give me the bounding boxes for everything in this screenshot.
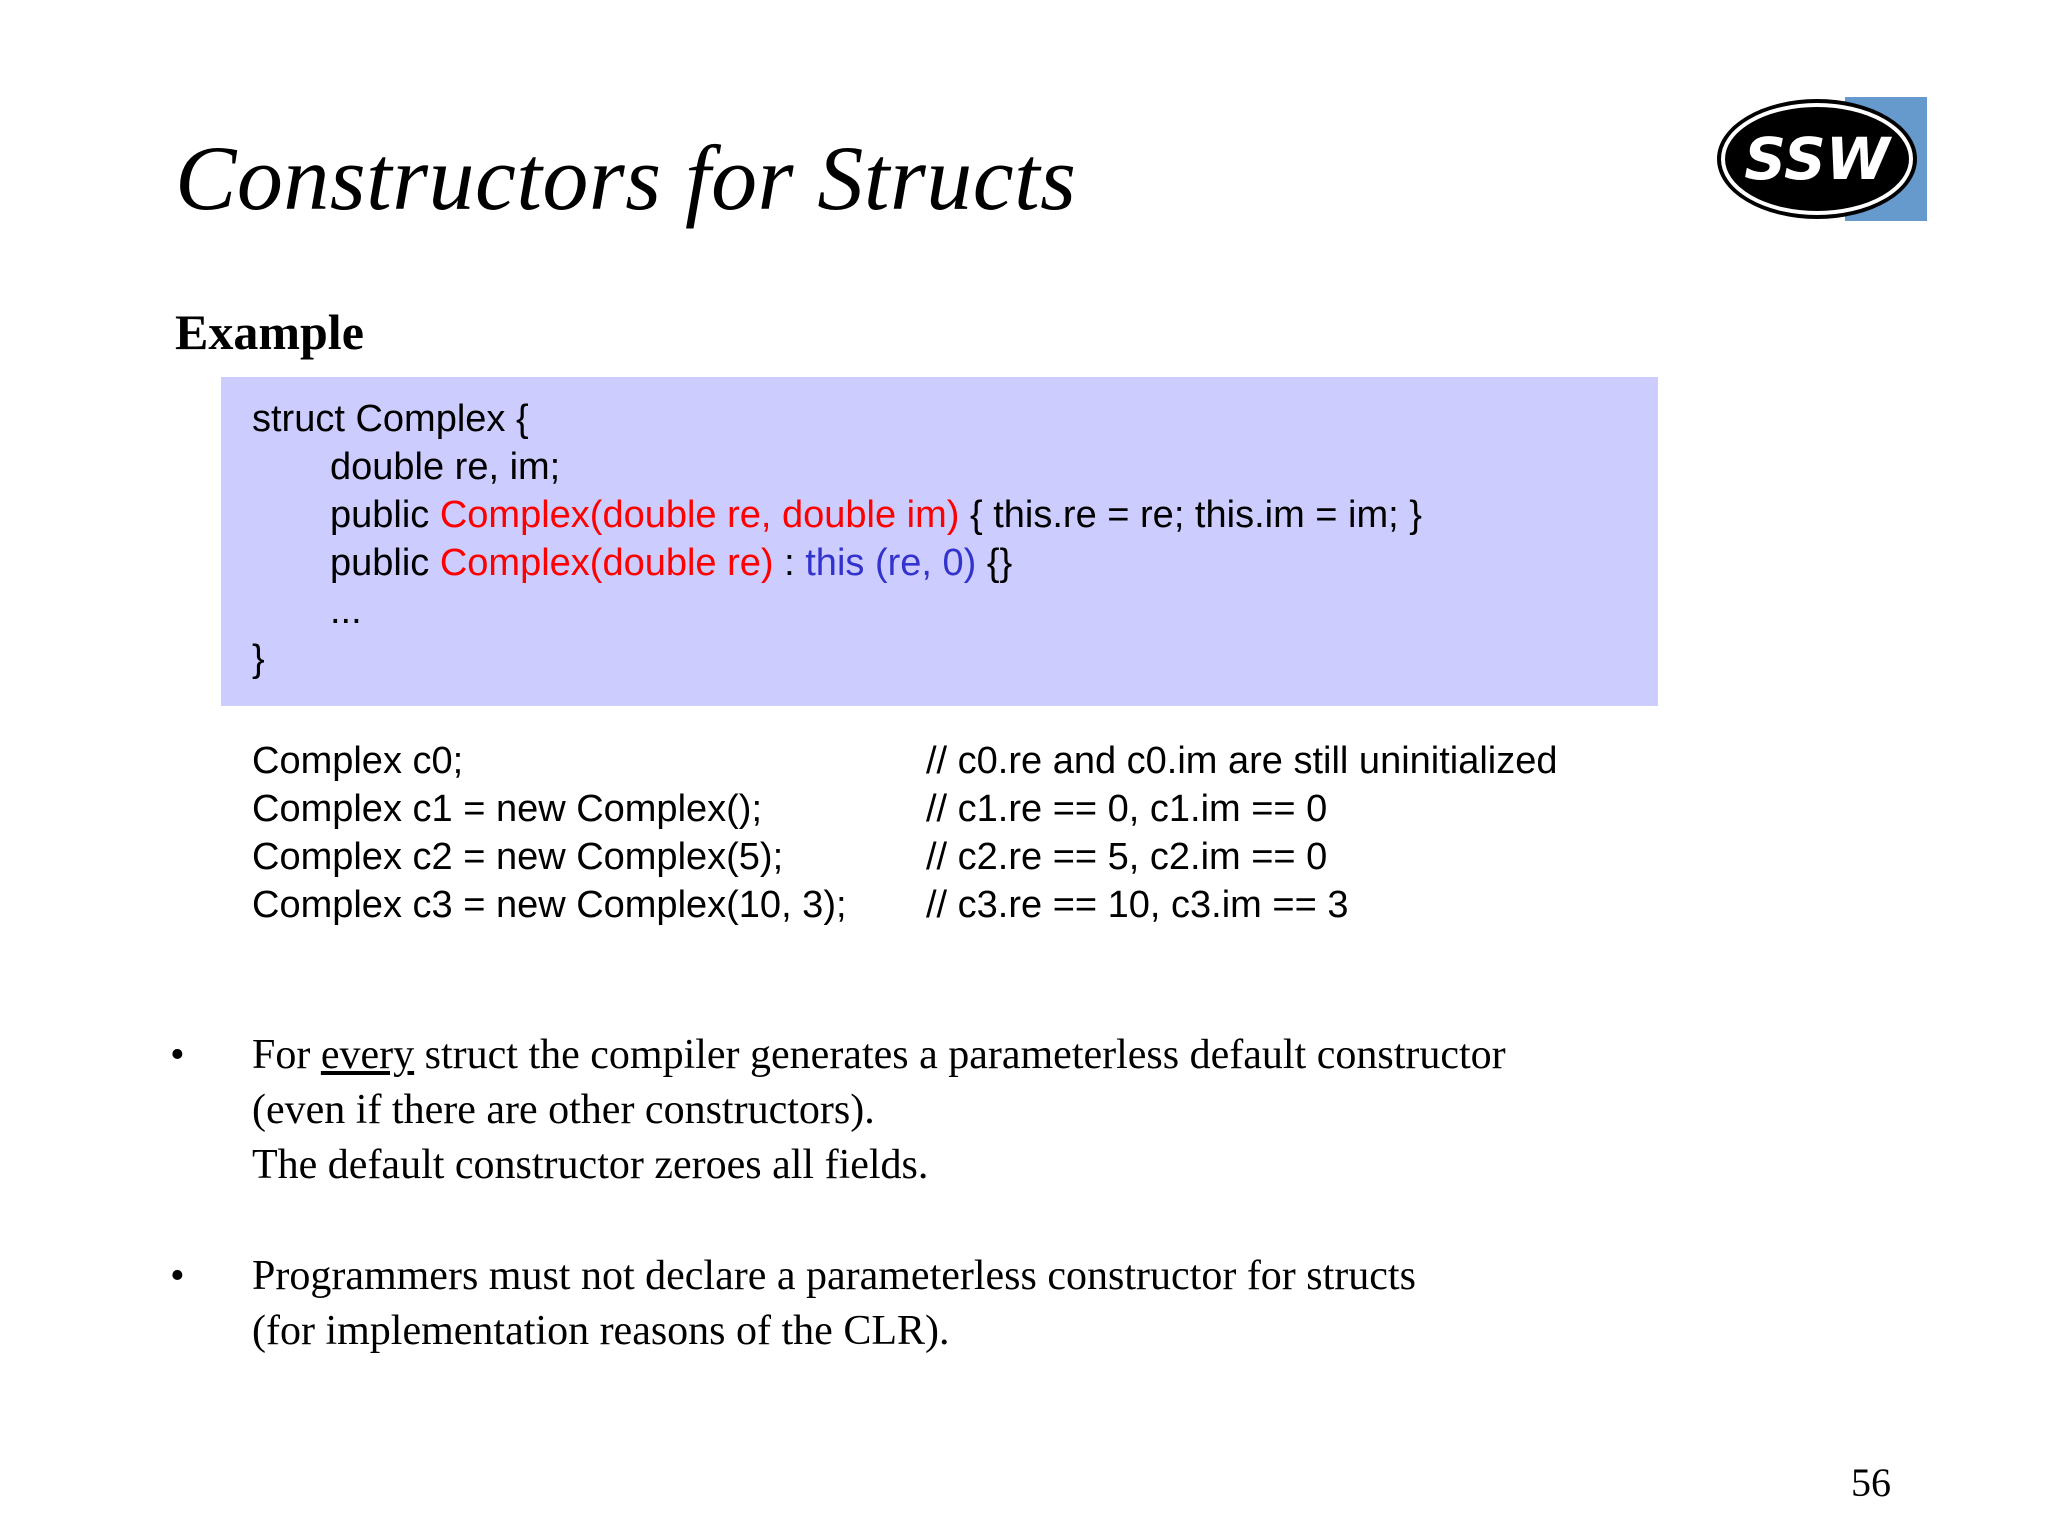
code-line-close: } (252, 638, 265, 680)
bullet-2-line-1: Programmers must not declare a parameterless constructor for structs (252, 1253, 1416, 1299)
bullet-marker: • (170, 1253, 185, 1299)
bullet-1-line-1: For every struct the compiler generates a parameterless default constructor (252, 1032, 1506, 1078)
code-line-ctor2 (330, 539, 1012, 587)
keyword-public: public (330, 542, 440, 584)
bullet-marker: • (170, 1032, 185, 1078)
usage-code-c3: Complex c3 = new Complex(10, 3); (252, 884, 847, 926)
ctor2-signature: Complex(double re) (439, 542, 774, 584)
section-heading: Example (175, 304, 364, 360)
bullet-1-line-3: The default constructor zeroes all fields. (252, 1142, 929, 1188)
ctor2-this-call: this (re, 0) (805, 542, 977, 584)
usage-code-c0: Complex c0; (252, 740, 464, 782)
ctor1-signature: Complex(double re, double im) (439, 494, 960, 536)
bullet-1-line-2: (even if there are other constructors). (252, 1087, 875, 1133)
keyword-public: public (330, 494, 440, 536)
code-line-struct: struct Complex { (252, 398, 529, 440)
ctor2-colon: : (773, 542, 806, 584)
usage-code-c1: Complex c1 = new Complex(); (252, 788, 763, 830)
ctor2-body: {} (976, 542, 1013, 584)
logo-text: SSW (1744, 125, 1890, 193)
emphasis-every: every (320, 1032, 415, 1078)
usage-code-c2: Complex c2 = new Complex(5); (252, 836, 784, 878)
usage-comment-c3: // c3.re == 10, c3.im == 3 (926, 884, 1349, 926)
slide-title: Constructors for Structs (175, 127, 1077, 229)
usage-comment-c0: // c0.re and c0.im are still uninitialized (926, 740, 1558, 782)
code-line-fields: double re, im; (330, 446, 561, 488)
usage-comment-c2: // c2.re == 5, c2.im == 0 (926, 836, 1328, 878)
usage-comment-c1: // c1.re == 0, c1.im == 0 (926, 788, 1328, 830)
code-line-ctor1 (330, 491, 1422, 539)
page-number: 56 (1851, 1460, 1891, 1505)
bullet-2-line-2: (for implementation reasons of the CLR). (252, 1308, 950, 1354)
ssw-logo (1715, 97, 1927, 221)
code-line-ellipsis: ... (330, 590, 362, 632)
ctor1-body: { this.re = re; this.im = im; } (959, 494, 1422, 536)
